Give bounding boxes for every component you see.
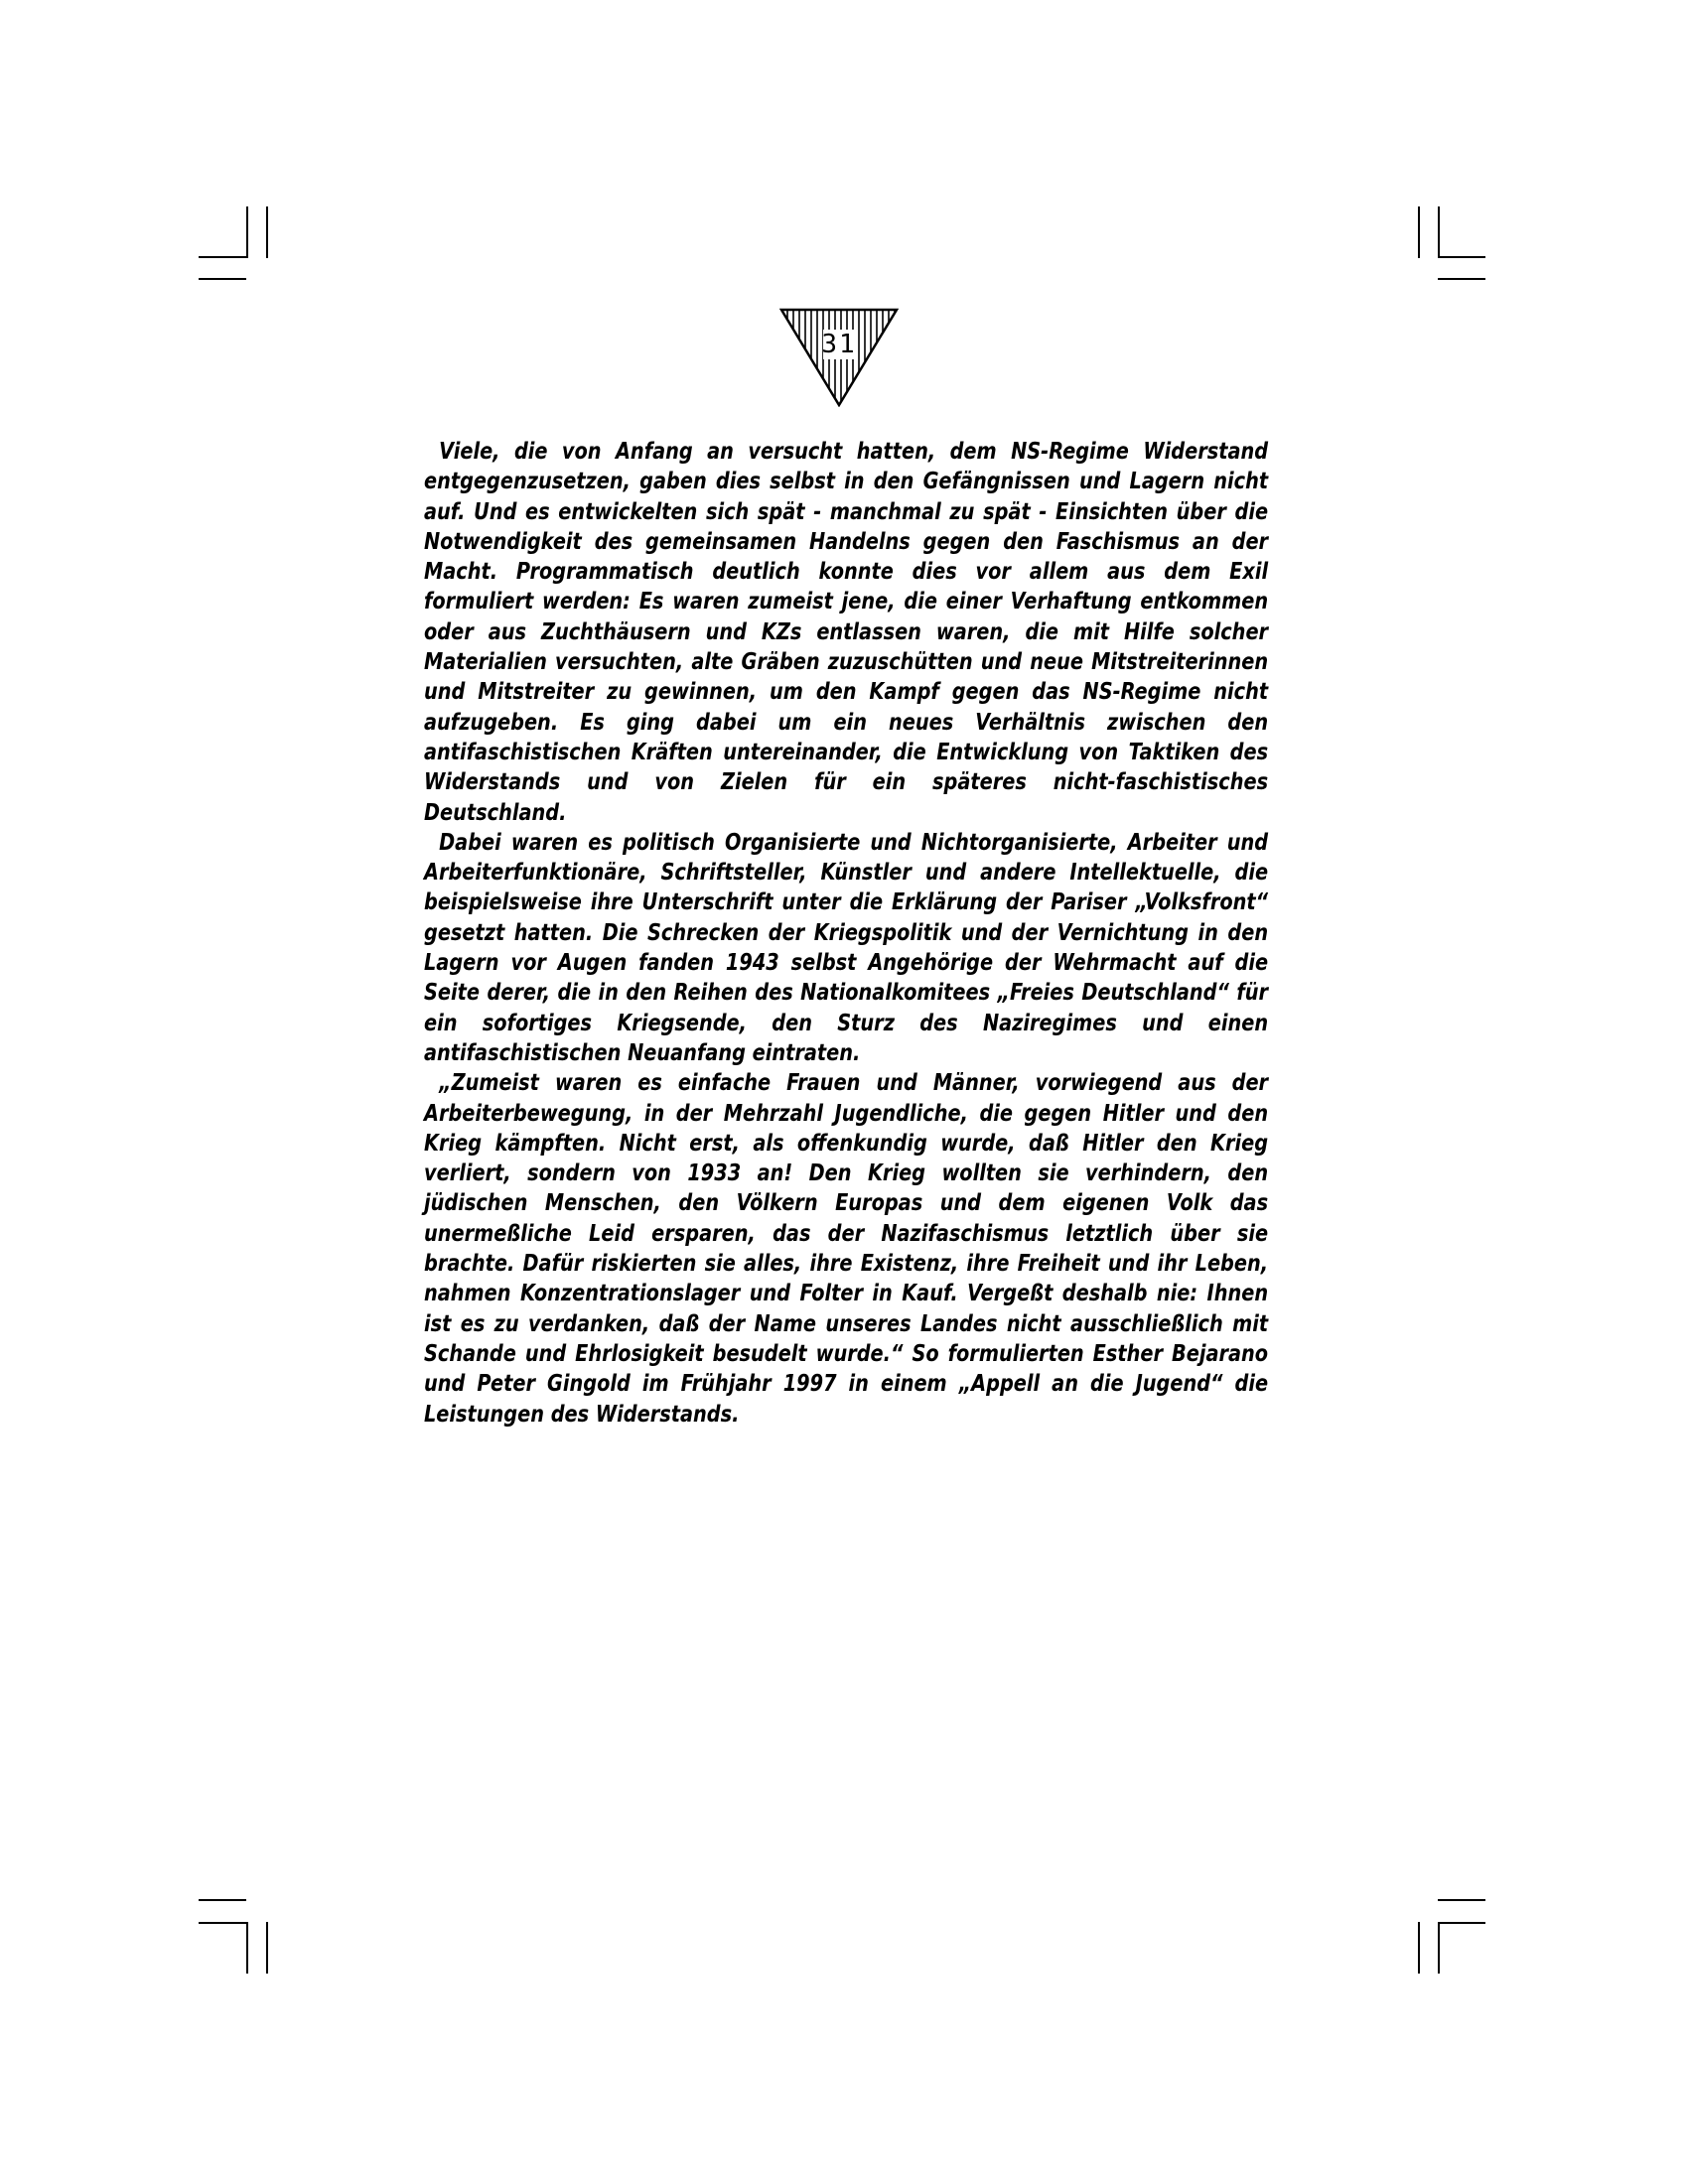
crop-mark-top-right-h bbox=[1438, 256, 1485, 258]
body-text bbox=[424, 437, 1268, 1430]
crop-mark-top-right-v2 bbox=[1438, 206, 1440, 258]
page-number: 31 bbox=[821, 330, 857, 359]
crop-mark-top-right-v bbox=[1418, 206, 1420, 258]
crop-mark-bottom-right-v2 bbox=[1438, 1922, 1440, 1974]
crop-mark-top-right-h2 bbox=[1438, 278, 1485, 280]
crop-mark-bottom-left-h bbox=[199, 1899, 246, 1901]
crop-mark-top-left-h bbox=[199, 256, 246, 258]
crop-mark-bottom-right-v bbox=[1418, 1922, 1420, 1974]
page-number-badge bbox=[779, 308, 899, 407]
crop-mark-bottom-left-v bbox=[246, 1922, 248, 1974]
crop-mark-bottom-right-h bbox=[1438, 1899, 1485, 1901]
paragraph-1: Viele, die von Anfang an versucht hatten, dem NS-Regime Widerstand entgegenzusetzen, gaben dies selbst in den Gefängnissen und Lagern nicht auf. Und es entwickelten sich spät - manchmal zu spät - Einsichten über die Notwendigkeit des gemeinsamen Handelns gegen den Faschismus an der Macht. Programmatisch deutlich konnte dies vor allem aus dem Exil formuliert werden: Es waren zumeist jene, die einer Verhaftung entkommen oder aus Zuchthäusern und KZs entlassen waren, die mit Hilfe solcher Materialien versuchten, alte Gräben zuzuschütten und neue Mitstreiterinnen und Mitstreiter zu gewinnen, um den Kampf gegen das NS-Regime nicht aufzugeben. Es ging dabei um ein neues Verhältnis zwischen den antifaschistischen Kräften untereinander, die Entwicklung von Taktiken des Widerstands und von Zielen für ein späteres nicht-faschistisches Deutschland. bbox=[424, 439, 1269, 826]
crop-mark-top-left-v2 bbox=[266, 206, 268, 258]
crop-mark-bottom-right-h2 bbox=[1438, 1922, 1485, 1924]
crop-mark-top-left-v bbox=[246, 206, 248, 258]
crop-mark-bottom-left-h2 bbox=[199, 1922, 246, 1924]
paragraph-3: „Zumeist waren es einfache Frauen und Männer, vorwiegend aus der Arbeiterbewegung, in der Mehrzahl Jugendliche, die gegen Hitler und den Krieg kämpften. Nicht erst, als offenkundig wurde, daß Hitler den Krieg verliert, sondern von 1933 an! Den Krieg wollten sie verhindern, den jüdischen Menschen, den Völkern Europas und dem eigenen Volk das unermeßliche Leid ersparen, das der Nazifaschismus letztlich über sie brachte. Dafür riskierten sie alles, ihre Existenz, ihre Freiheit und ihr Leben, nahmen Konzentrationslager und Folter in Kauf. Vergeßt deshalb nie: Ihnen ist es zu verdanken, daß der Name unseres Landes nicht ausschließlich mit Schande und Ehrlosigkeit besudelt wurde.“ So formulierten Esther Bejarano und Peter Gingold im Frühjahr 1997 in einem „Appell an die Jugend“ die Leistungen des Widerstands. bbox=[424, 1070, 1269, 1428]
crop-mark-top-left-h2 bbox=[199, 278, 246, 280]
paragraph-2: Dabei waren es politisch Organisierte und Nichtorganisierte, Arbeiter und Arbeiterfunktionäre, Schriftsteller, Künstler und andere Intellektuelle, die beispielsweise ihre Unterschrift unter die Erklärung der Pariser „Volksfront“ gesetzt hatten. Die Schrecken der Kriegspolitik und der Vernichtung in den Lagern vor Augen fanden 1943 selbst Angehörige der Wehrmacht auf die Seite derer, die in den Reihen des Nationalkomitees „Freies Deutschland“ für ein sofortiges Kriegsende, den Sturz des Naziregimes und einen antifaschistischen Neuanfang eintraten. bbox=[424, 829, 1269, 1066]
crop-mark-bottom-left-v2 bbox=[266, 1922, 268, 1974]
